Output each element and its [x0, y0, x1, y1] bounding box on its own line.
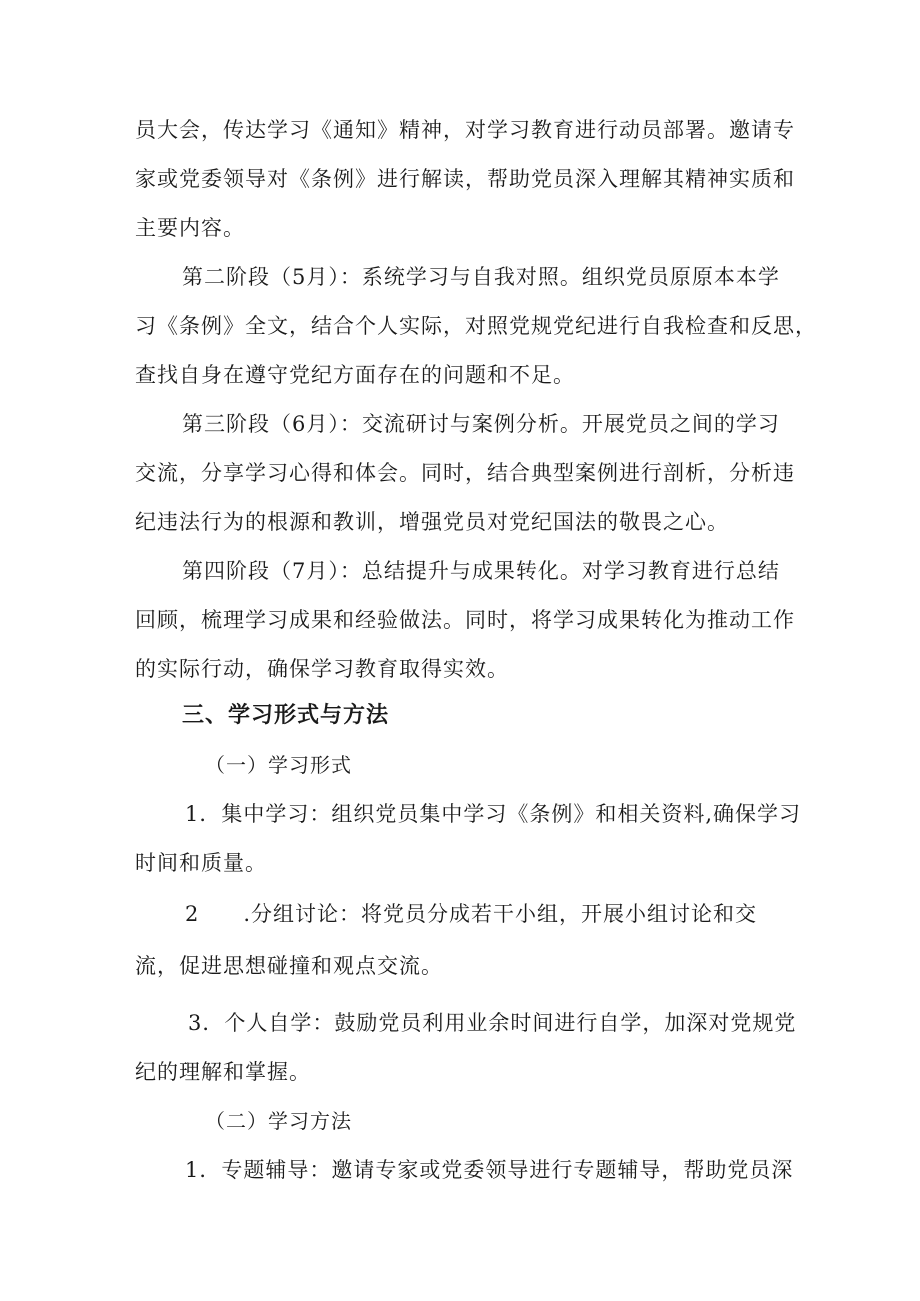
text-line: 1．专题辅导：邀请专家或党委领导进行专题辅导，帮助党员深	[185, 1158, 794, 1182]
section-heading: 三、学习形式与方法	[182, 703, 390, 728]
text-line: 2 .分组讨论：将党员分成若干小组，开展小组讨论和交	[185, 902, 758, 926]
subsection-heading: （二）学习方法	[205, 1109, 352, 1133]
text-line: 1．集中学习：组织党员集中学习《条例》和相关资料,确保学习	[185, 802, 802, 826]
text-line: 交流，分享学习心得和体会。同时，结合典型案例进行剖析，分析违	[135, 461, 795, 485]
text-line: 时间和质量。	[135, 851, 267, 875]
text-line: 习《条例》全文，结合个人实际，对照党规党纪进行自我检查和反思，	[135, 314, 817, 338]
text-line: 流，促进思想碰撞和观点交流。	[135, 954, 443, 978]
text-line: 第二阶段（5月）：系统学习与自我对照。组织党员原原本本学	[182, 265, 780, 289]
text-line: 纪违法行为的根源和教训，增强党员对党纪国法的敬畏之心。	[135, 510, 729, 534]
text-line: 的实际行动，确保学习教育取得实效。	[135, 657, 509, 681]
text-line: 查找自身在遵守党纪方面存在的问题和不足。	[135, 363, 575, 387]
text-line: 第四阶段（7月）：总结提升与成果转化。对学习教育进行总结	[182, 559, 780, 583]
text-line: 家或党委领导对《条例》进行解读，帮助党员深入理解其精神实质和	[135, 167, 795, 191]
subsection-heading: （一）学习形式	[205, 753, 352, 777]
text-line: 3．个人自学：鼓励党员利用业余时间进行自学，加深对党规党	[188, 1011, 797, 1035]
text-line: 纪的理解和掌握。	[135, 1060, 311, 1084]
text-line: 回顾，梳理学习成果和经验做法。同时，将学习成果转化为推动工作	[135, 608, 795, 632]
text-line: 第三阶段（6月）：交流研讨与案例分析。开展党员之间的学习	[182, 412, 780, 436]
text-line: 主要内容。	[135, 216, 245, 240]
text-line: 员大会，传达学习《通知》精神，对学习教育进行动员部署。邀请专	[135, 118, 795, 142]
